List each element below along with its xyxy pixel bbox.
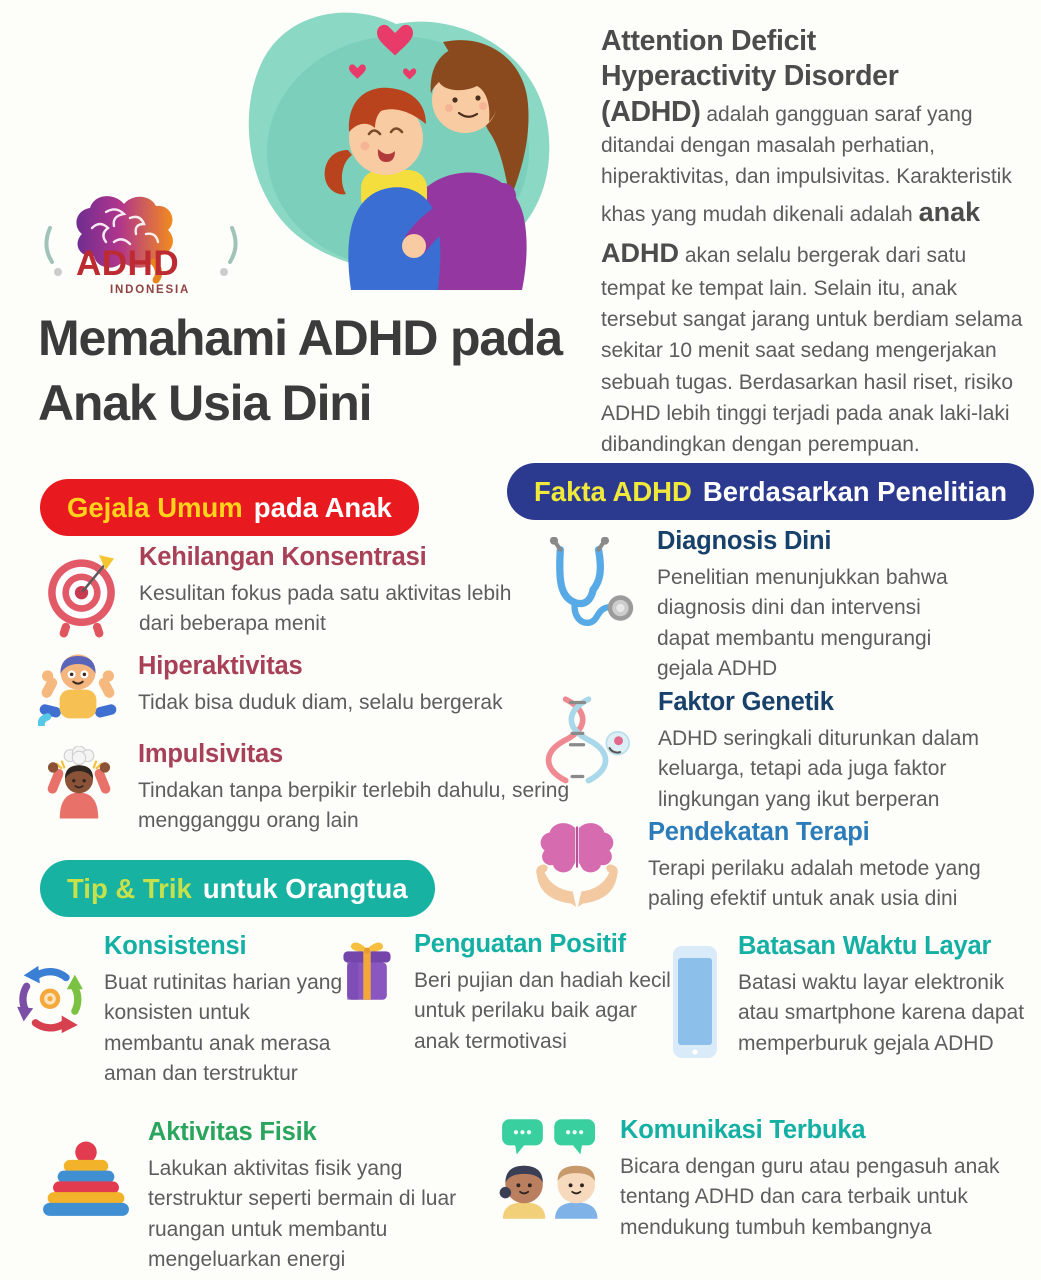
- fact-desc: Penelitian menunjukkan bahwa diagnosis dini dan intervensi dapat membantu mengurangi gejala ADHD: [657, 566, 948, 681]
- stethoscope-icon: [533, 537, 635, 632]
- intro-body-1: adalah gangguan saraf yang ditandai dengan masalah perhatian, hiperaktivitas, dan impulsivitas. Karakteristik khas yang mudah dikenali adalah: [601, 102, 1012, 227]
- fact-desc: ADHD seringkali diturunkan dalam keluarga, tetapi ada juga faktor lingkungan yang ikut berperan: [658, 727, 979, 811]
- fact-title: Pendekatan Terapi: [648, 818, 870, 846]
- intro-heading-line-2: Hyperactivity Disorder: [601, 60, 899, 93]
- symptom-title: Impulsivitas: [138, 740, 283, 768]
- intro-heading-line-1: Attention Deficit: [601, 25, 816, 57]
- symptom-desc: Tidak bisa duduk diam, selalu bergerak: [138, 691, 503, 714]
- fact-title: Faktor Genetik: [658, 688, 834, 716]
- gift-icon: [336, 934, 398, 1003]
- fact-item-terapi: [530, 818, 1026, 915]
- dna-icon: [538, 696, 634, 787]
- page-title: Memahami ADHD pada Anak Usia Dini: [38, 310, 562, 431]
- symptom-title: Hiperaktivitas: [138, 652, 303, 680]
- fact-item-diagnosis: [533, 527, 969, 685]
- symptom-item-hiperaktivitas: [38, 652, 578, 726]
- tip-desc: Lakukan aktivitas fisik yang terstruktur seperti bermain di luar ruangan untuk membantu mengeluarkan energi: [148, 1157, 457, 1272]
- tip-item-waktu-layar: [672, 932, 1030, 1059]
- fact-title: Diagnosis Dini: [657, 527, 832, 555]
- target-icon: [44, 551, 119, 641]
- logo-sub-text: INDONESIA: [110, 284, 191, 296]
- badge-tips-rest: untuk Orangtua: [202, 872, 408, 904]
- section-badge-gejala: [40, 479, 419, 536]
- tip-item-komunikasi: [498, 1116, 1010, 1243]
- tip-item-aktivitas: [40, 1118, 478, 1276]
- intro-heading-line-3: (ADHD): [601, 95, 701, 128]
- intro-paragraph: [601, 24, 1031, 461]
- badge-gejala-highlight: Gejala Umum: [67, 491, 243, 523]
- mother-child-illustration: [230, 2, 562, 300]
- tip-title: Komunikasi Terbuka: [620, 1116, 866, 1144]
- symptom-desc: Tindakan tanpa berpikir terlebih dahulu, sering mengganggu orang lain: [138, 779, 570, 833]
- smartphone-icon: [672, 945, 718, 1059]
- badge-fakta-rest: Berdasarkan Penelitian: [702, 475, 1008, 507]
- intro-body-2: akan selalu bergerak dari satu tempat ke tempat lain. Selain itu, anak tersebut sangat jarang untuk berdiam selama sekitar 10 menit saat sedang mengerjakan sebuah tugas. Berdasarkan hasil riset, risiko ADHD lebih tinggi terjadi pada anak laki-laki dibandingkan dengan perempuan.: [601, 243, 1023, 457]
- tip-desc: Batasi waktu layar elektronik atau smartphone karena dapat memperburuk gejala ADHD: [738, 971, 1025, 1055]
- fact-item-genetik: [538, 688, 1013, 815]
- symptom-item-konsentrasi: [44, 543, 539, 641]
- stacking-toy-icon: [40, 1140, 132, 1224]
- tip-title: Batasan Waktu Layar: [738, 932, 992, 960]
- badge-tips-highlight: Tip & Trik: [67, 872, 192, 904]
- tip-item-konsistensi: [12, 932, 352, 1090]
- fact-desc: Terapi perilaku adalah metode yang paling efektif untuk anak usia dini: [648, 857, 981, 911]
- symptom-item-impulsivitas: [42, 740, 583, 837]
- section-badge-fakta: [507, 463, 1034, 520]
- symptom-title: Kehilangan Konsentrasi: [139, 543, 427, 571]
- symptom-desc: Kesulitan fokus pada satu aktivitas lebih dari beberapa menit: [139, 582, 512, 636]
- tip-desc: Buat rutinitas harian yang konsisten untuk membantu anak merasa aman dan terstruktur: [104, 971, 343, 1086]
- tip-item-penguatan: [336, 930, 676, 1057]
- hyperactive-kid-icon: [38, 648, 118, 726]
- talking-kids-icon: [498, 1116, 604, 1219]
- tip-desc: Beri pujian dan hadiah kecil untuk perilaku baik agar anak termotivasi: [414, 969, 671, 1053]
- brain-hands-icon: [530, 818, 624, 909]
- section-badge-tips: [40, 860, 435, 917]
- intro-bold-inline: anak ADHD: [601, 197, 981, 268]
- logo-brand-text: ADHD: [76, 244, 180, 283]
- cycle-arrows-icon: [12, 960, 88, 1039]
- badge-fakta-highlight: Fakta ADHD: [534, 475, 692, 507]
- tip-title: Penguatan Positif: [414, 930, 626, 958]
- adhd-indonesia-logo: [36, 188, 248, 320]
- tip-title: Konsistensi: [104, 932, 247, 960]
- impulsive-kid-icon: [42, 746, 116, 820]
- tip-title: Aktivitas Fisik: [148, 1118, 317, 1146]
- tip-desc: Bicara dengan guru atau pengasuh anak tentang ADHD dan cara terbaik untuk mendukung tumbuh kembangnya: [620, 1155, 1000, 1239]
- badge-gejala-rest: pada Anak: [253, 491, 392, 523]
